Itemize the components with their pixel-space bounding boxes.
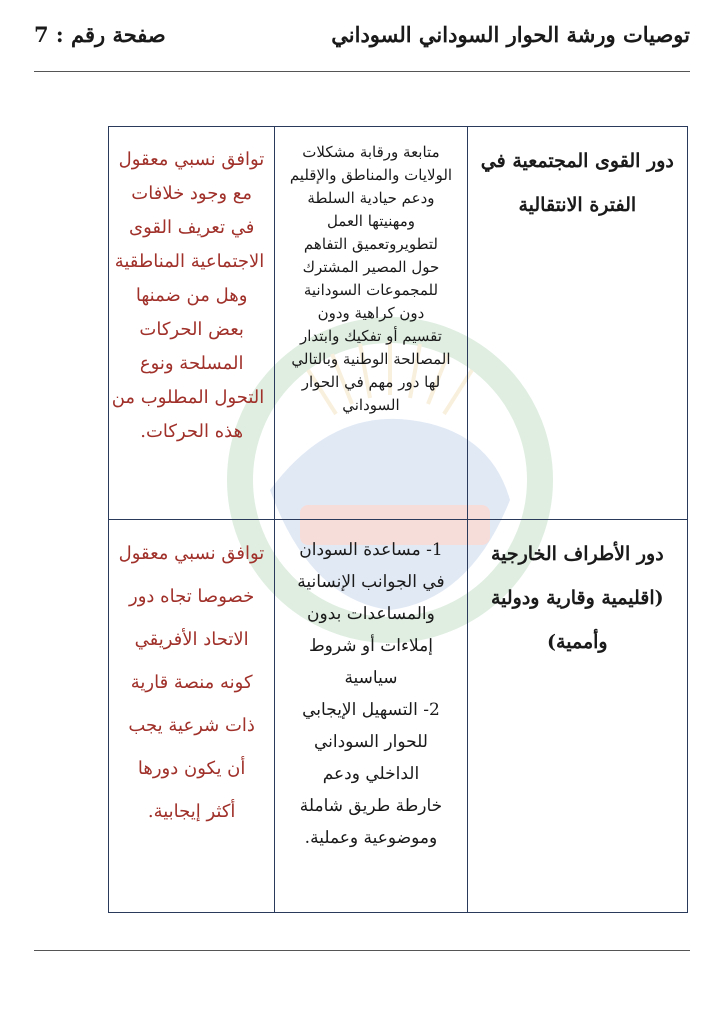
action-line: الولايات والمناطق والإقليم [289,166,453,184]
role-cell [467,520,687,913]
action-line: 1- مساعدة السودان [299,540,443,560]
comment-line: الاتحاد الأفريقي [134,629,249,650]
comment-line: خصوصا تجاه دور [129,586,255,607]
action-line: سياسية [344,668,398,688]
action-line: تقسيم أو تفكيك وابتدار [299,327,442,345]
action-line: للمجموعات السودانية [303,281,439,299]
page-number: صفحة رقم : 7 [34,22,166,47]
comment-line: توافق نسبي معقول [118,543,265,564]
comment-line: كونه منصة قارية [130,672,253,693]
action-line: المصالحة الوطنية وبالتالي [291,350,451,368]
action-line: حول المصير المشترك [302,258,440,276]
comment-line: هذه الحركات. [140,421,244,442]
comment-line: الاجتماعية المناطقية [114,251,265,272]
action-line: ودعم حيادية السلطة [307,189,435,207]
table-row [109,127,688,520]
action-line: وموضوعية وعملية. [304,828,438,848]
footer-divider [34,950,690,951]
comment-line: المسلحة ونوع [139,353,244,374]
comment-cell [109,127,275,520]
role-line: دور القوى المجتمعية في [480,150,674,172]
comment-line: التحول المطلوب من [111,387,265,408]
role-cell [467,127,687,520]
role-line: وأممية) [547,631,608,653]
table-row [109,520,688,913]
action-line: لها دور مهم في الحوار [301,373,441,391]
comment-line: أن يكون دورها [137,758,246,779]
action-line: للحوار السوداني [313,732,428,752]
action-line: ومهنيتها العمل [326,212,415,230]
comment-line: وهل من ضمنها [135,285,248,306]
action-line: السوداني [342,396,400,414]
recommendations-table [108,126,688,913]
action-line: إملاءات أو شروط [308,636,433,656]
comment-line: أكثر إيجابية. [147,801,236,822]
action-line: دون كراهية ودون [317,304,425,322]
action-line: والمساعدات بدون [307,604,435,624]
action-line: متابعة ورقابة مشكلات [302,143,440,161]
document-title: توصيات ورشة الحوار السوداني السوداني [331,22,690,47]
action-cell [275,520,467,913]
comment-line: مع وجود خلافات [131,183,252,204]
comment-line: بعض الحركات [139,319,244,340]
action-line: خارطة طريق شاملة [299,796,443,816]
comment-line: توافق نسبي معقول [118,149,265,170]
action-line: لتطويروتعميق التفاهم [303,235,438,253]
action-line: الداخلي ودعم [322,764,420,784]
comment-cell [109,520,275,913]
comment-line: في تعريف القوى [129,217,255,238]
role-line: (اقليمية وقارية ودولية [490,587,664,609]
role-line: دور الأطراف الخارجية [490,543,664,565]
comment-line: ذات شرعية يجب [128,715,255,736]
action-cell [275,127,467,520]
header-divider [34,71,690,72]
action-line: في الجوانب الإنسانية [297,572,445,592]
page-header [34,22,690,62]
role-line: الفترة الانتقالية [518,194,637,216]
action-line: 2- التسهيل الإيجابي [302,700,440,720]
